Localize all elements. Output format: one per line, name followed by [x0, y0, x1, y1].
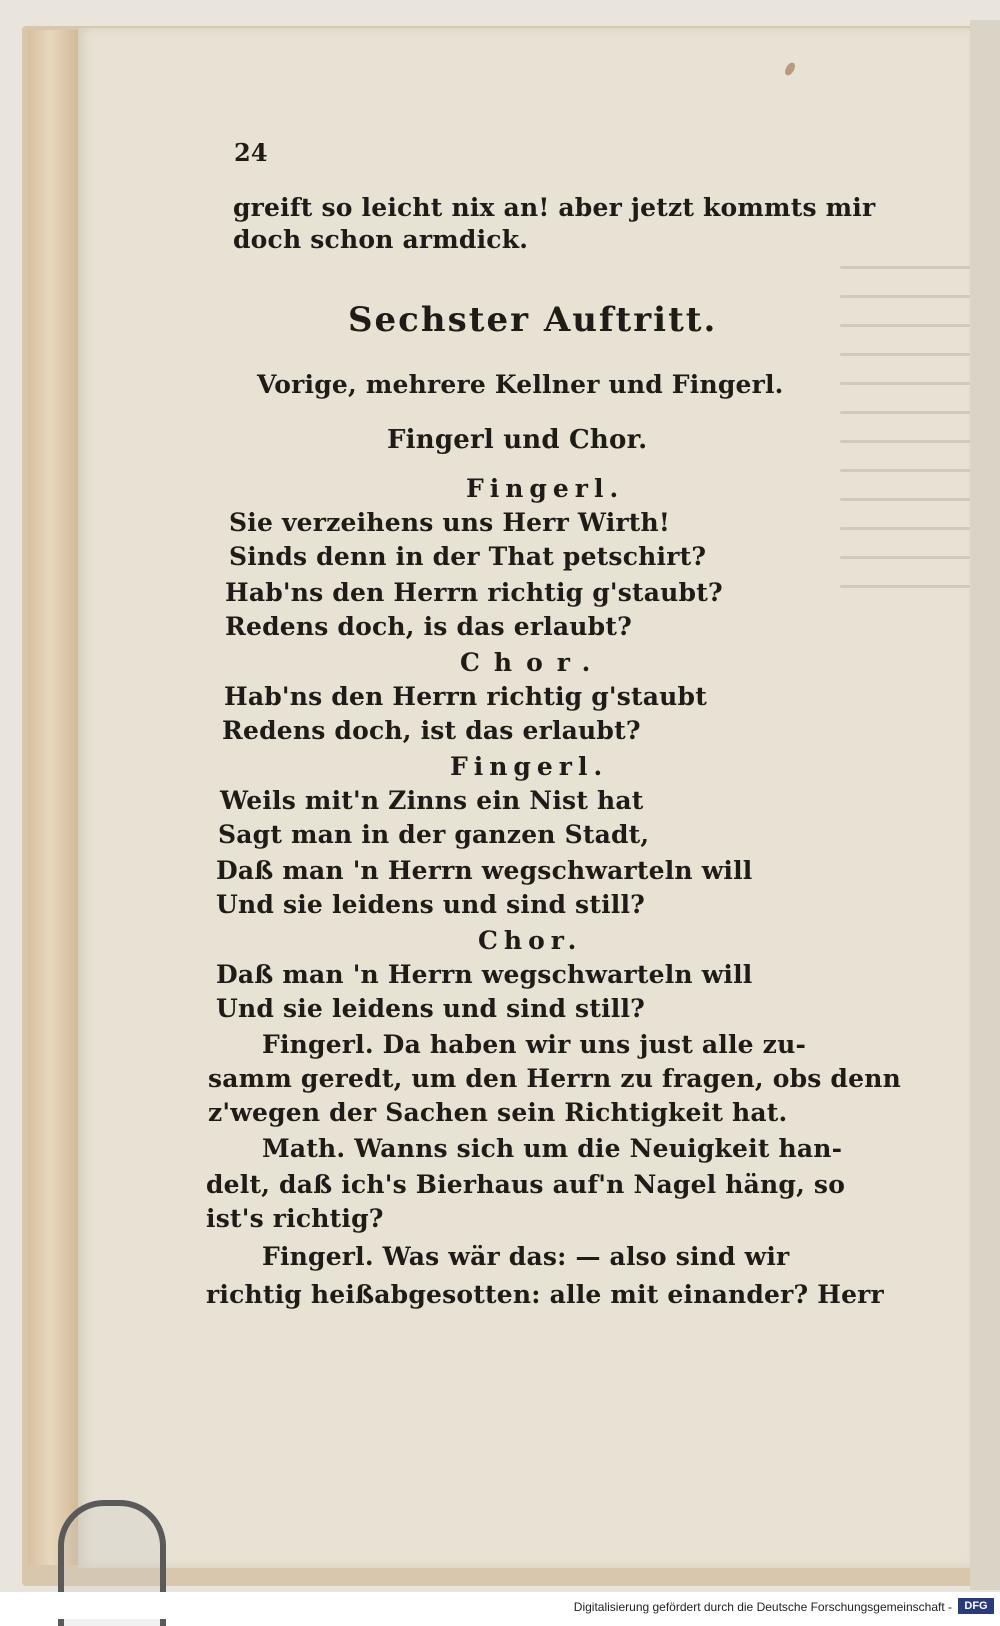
text-line: greift so leicht nix an! aber jetzt kommts mir [233, 193, 876, 222]
dialogue-line: ist's richtig? [206, 1204, 384, 1233]
verse-line: Und sie leidens und sind still? [216, 890, 646, 919]
scene-title: Sechster Auftritt. [348, 300, 718, 340]
dialogue-line: Math. Wanns sich um die Neuigkeit han- [262, 1134, 843, 1163]
song-heading: Fingerl und Chor. [387, 425, 648, 455]
text-line: doch schon armdick. [233, 225, 529, 254]
verse-line: Sinds denn in der That petschirt? [229, 542, 707, 571]
verse-line: Hab'ns den Herrn richtig g'staubt? [225, 578, 723, 607]
dialogue-line: richtig heißabgesotten: alle mit einander? Herr [206, 1280, 884, 1309]
speaker-label: Chor. [478, 926, 583, 955]
verse-line: Redens doch, is das erlaubt? [225, 612, 632, 641]
dialogue-line: samm geredt, um den Herrn zu fragen, obs denn [208, 1064, 901, 1093]
scene-characters: Vorige, mehrere Kellner und Fingerl. [257, 370, 784, 399]
facing-page [970, 20, 1000, 1590]
bleed-through-text [840, 240, 970, 740]
page-number: 24 [234, 138, 268, 167]
dfg-logo: DFG [958, 1598, 994, 1614]
verse-line: Daß man 'n Herrn wegschwarteln will [216, 856, 753, 885]
dialogue-line: Fingerl. Da haben wir uns just alle zu- [262, 1030, 807, 1059]
verse-line: Weils mit'n Zinns ein Nist hat [220, 786, 644, 815]
funding-credit: Digitalisierung gefördert durch die Deutsche Forschungsgemeinschaft - [573, 1600, 952, 1614]
dialogue-line: z'wegen der Sachen sein Richtigkeit hat. [208, 1098, 788, 1127]
speaker-label: Fingerl. [466, 474, 625, 503]
verse-line: Sie verzeihens uns Herr Wirth! [229, 508, 671, 537]
dialogue-line: delt, daß ich's Bierhaus auf'n Nagel häng, so [206, 1170, 846, 1199]
speaker-label: Fingerl. [450, 752, 609, 781]
verse-line: Hab'ns den Herrn richtig g'staubt [224, 682, 707, 711]
verse-line: Sagt man in der ganzen Stadt, [218, 820, 650, 849]
speaker-label: Chor. [460, 648, 605, 677]
page-edges [28, 30, 84, 1565]
verse-line: Daß man 'n Herrn wegschwarteln will [216, 960, 753, 989]
verse-line: Und sie leidens und sind still? [216, 994, 646, 1023]
dialogue-line: Fingerl. Was wär das: — also sind wir [262, 1242, 790, 1271]
verse-line: Redens doch, ist das erlaubt? [222, 716, 641, 745]
